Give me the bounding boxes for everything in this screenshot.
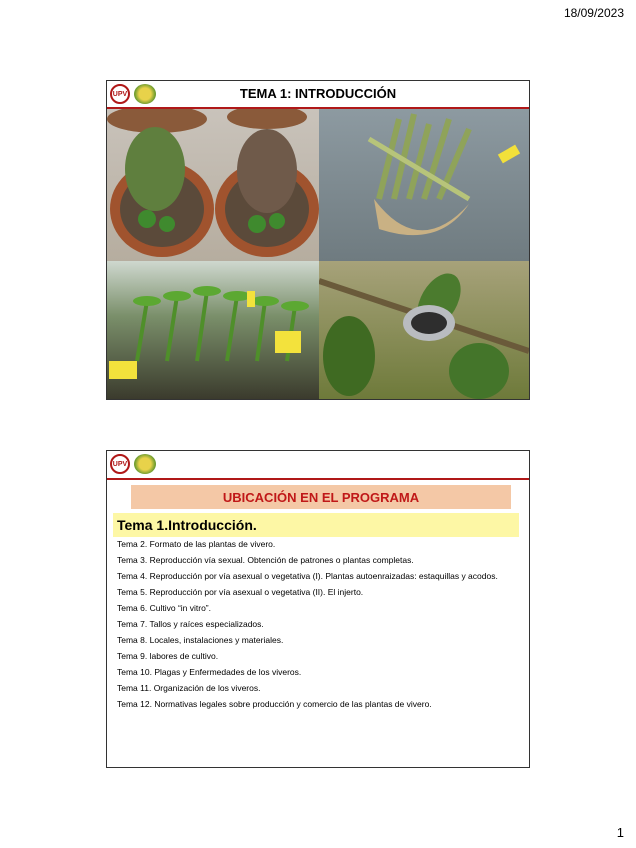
- topic-item: Tema 11. Organización de los viveros.: [117, 683, 261, 693]
- topic-item: Tema 7. Tallos y raíces especializados.: [117, 619, 264, 629]
- university-logo-icon: UPV: [110, 454, 130, 474]
- section-title: UBICACIÓN EN EL PROGRAMA: [131, 485, 511, 509]
- photo-rooted-cuttings: [319, 109, 529, 261]
- slide-title: TEMA 1: INTRODUCCIÓN: [239, 86, 397, 101]
- topic-item: Tema 6. Cultivo “in vitro”.: [117, 603, 211, 613]
- topic-item: Tema 12. Normativas legales sobre producción y comercio de las plantas de vivero.: [117, 699, 432, 709]
- topic-list: [117, 539, 525, 715]
- page-number: 1: [616, 825, 624, 840]
- topic-item: Tema 3. Reproducción vía sexual. Obtención de patrones o plantas completas.: [117, 555, 414, 565]
- photo-potted-violets: [107, 109, 319, 261]
- current-topic: Tema 1.Introducción.: [113, 513, 519, 537]
- airlayer-illustration: [319, 261, 529, 399]
- university-logo-icon: UPV: [110, 84, 130, 104]
- photo-grid: [107, 109, 529, 399]
- photo-air-layering: [319, 261, 529, 399]
- topic-item: Tema 4. Reproducción por vía asexual o vegetativa (I). Plantas autoenraizadas: estaquillas y acodos.: [117, 571, 498, 581]
- topic-item: Tema 8. Locales, instalaciones y materiales.: [117, 635, 284, 645]
- slide-2: [106, 450, 530, 768]
- topic-item: Tema 9. labores de cultivo.: [117, 651, 219, 661]
- topic-item: Tema 10. Plagas y Enfermedades de los viveros.: [117, 667, 302, 677]
- header-divider: [107, 478, 529, 480]
- slide-header: [107, 81, 529, 109]
- cuttings-illustration: [319, 109, 529, 261]
- slide-1: [106, 80, 530, 400]
- topic-item: Tema 5. Reproducción por vía asexual o vegetativa (II). El injerto.: [117, 587, 364, 597]
- photo-seedling-trays: [107, 261, 319, 399]
- logos: [110, 454, 156, 474]
- seedlings-illustration: [107, 261, 319, 399]
- violets-illustration: [107, 109, 319, 261]
- date: 18/09/2023: [563, 6, 624, 20]
- school-seal-icon: [134, 454, 156, 474]
- topic-item: Tema 2. Formato de las plantas de vivero.: [117, 539, 276, 549]
